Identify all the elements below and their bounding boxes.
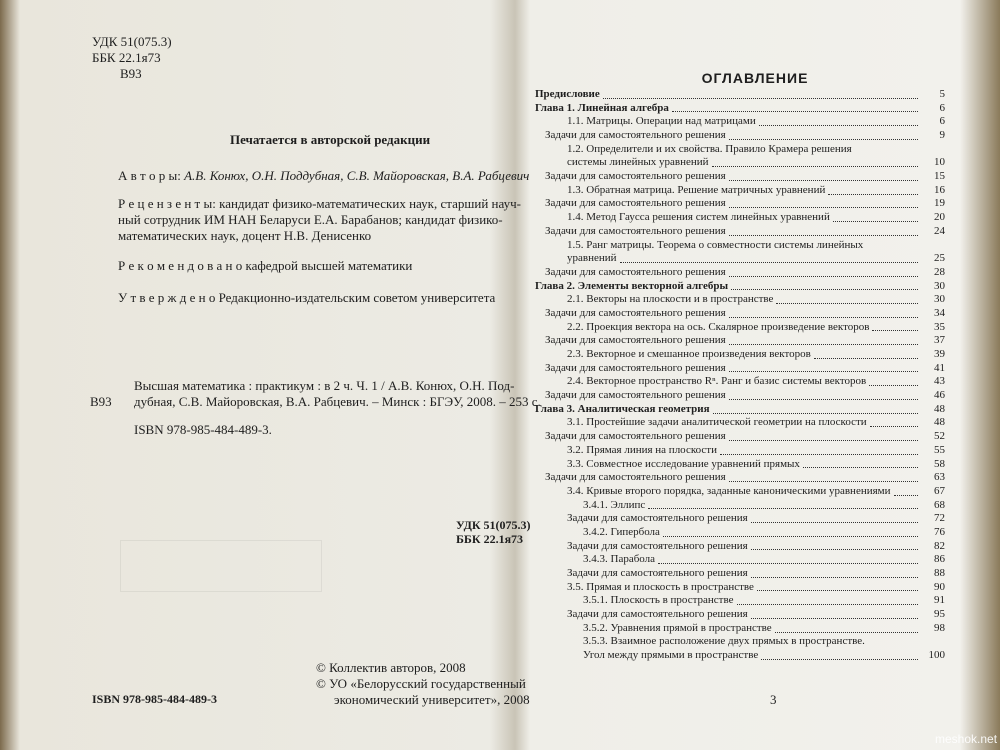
toc-entry xyxy=(525,88,945,102)
toc-leader-dots xyxy=(737,604,918,605)
toc-entry xyxy=(525,280,945,294)
toc-entry xyxy=(525,540,945,554)
catalog-line-2: дубная, С.В. Майоровская, В.А. Рабцевич. – Минск : БГЭУ, 2008. – 253 с. xyxy=(134,394,541,409)
toc-leader-dots xyxy=(729,207,918,208)
toc-entry xyxy=(525,239,945,253)
toc-leader-dots xyxy=(870,426,918,427)
toc-entry-page: 91 xyxy=(934,594,945,607)
toc-entry-page: 68 xyxy=(934,498,945,511)
toc-entry-page: 46 xyxy=(934,389,945,402)
toc-entry-title: системы линейных уравнений xyxy=(567,156,709,169)
toc-entry-page: 25 xyxy=(934,252,945,265)
toc-entry-page: 86 xyxy=(934,553,945,566)
toc-entry xyxy=(525,321,945,335)
toc-leader-dots xyxy=(803,467,918,468)
reviewers-line-1: Р е ц е н з е н т ы: кандидат физико-математических наук, старший науч- xyxy=(118,196,521,211)
toc-entry-page: 48 xyxy=(934,416,945,429)
toc-leader-dots xyxy=(872,330,918,331)
toc-leader-dots xyxy=(751,522,918,523)
toc-entry-page: 52 xyxy=(934,430,945,443)
toc-entry xyxy=(525,170,945,184)
toc-leader-dots xyxy=(729,371,918,372)
toc-leader-dots xyxy=(720,454,918,455)
watermark: meshok.net xyxy=(935,732,998,746)
toc-leader-dots xyxy=(729,139,918,140)
bbk-code: ББК 22.1я73 xyxy=(92,50,161,65)
toc-entry-title: Задачи для самостоятельного решения xyxy=(545,224,726,237)
toc-entry-page: 28 xyxy=(934,265,945,278)
toc-entry xyxy=(525,389,945,403)
toc-entry-title: Задачи для самостоятельного решения xyxy=(545,306,726,319)
toc-leader-dots xyxy=(761,659,918,660)
udk-small: УДК 51(075.3) xyxy=(456,518,531,532)
toc-entry-page: 19 xyxy=(934,197,945,210)
published-note: Печатается в авторской редакции xyxy=(230,132,431,147)
toc-entry-page: 16 xyxy=(934,183,945,196)
toc-entry xyxy=(525,444,945,458)
toc-leader-dots xyxy=(648,508,918,509)
toc-entry-page: 30 xyxy=(934,279,945,292)
toc-entry-page: 20 xyxy=(934,211,945,224)
bbk-small: ББК 22.1я73 xyxy=(456,532,524,546)
toc-entry-title: 1.1. Матрицы. Операции над матрицами xyxy=(567,115,756,128)
toc-entry-title: 1.3. Обратная матрица. Решение матричных уравнений xyxy=(567,183,826,196)
toc-entry-title: 3.1. Простейшие задачи аналитической геометрии на плоскости xyxy=(567,416,867,429)
toc-entry-title: 2.2. Проекция вектора на ось. Скалярное произведение векторов xyxy=(567,320,870,333)
toc-entry-page: 98 xyxy=(934,621,945,634)
toc-entry-title: Задачи для самостоятельного решения xyxy=(567,512,748,525)
toc-entry xyxy=(525,512,945,526)
toc-leader-dots xyxy=(828,194,918,195)
toc-entry-page: 55 xyxy=(934,443,945,456)
toc-entry-title: Задачи для самостоятельного решения xyxy=(545,361,726,374)
toc-leader-dots xyxy=(603,98,918,99)
toc-entry-title: Задачи для самостоятельного решения xyxy=(567,567,748,580)
toc-heading: ОГЛАВЛЕНИЕ xyxy=(701,70,809,86)
toc-entry-page: 41 xyxy=(934,361,945,374)
toc-entry xyxy=(525,553,945,567)
copyright-1: © Коллектив авторов, 2008 xyxy=(316,660,466,675)
catalog-line-1: Высшая математика : практикум : в 2 ч. Ч. 1 / А.В. Конюх, О.Н. Под- xyxy=(134,378,515,393)
authors-label: А в т о р ы: xyxy=(118,168,181,183)
toc-entry xyxy=(525,266,945,280)
catalog-code: В93 xyxy=(90,394,112,409)
toc-entry-title: Задачи для самостоятельного решения xyxy=(567,539,748,552)
toc-entry xyxy=(525,622,945,636)
toc-entry xyxy=(525,567,945,581)
toc-entry xyxy=(525,375,945,389)
reviewers-line-2: ный сотрудник ИМ НАН Беларуси Е.А. Барабанов; кандидат физико- xyxy=(118,212,503,227)
toc-entry-page: 10 xyxy=(934,156,945,169)
toc-leader-dots xyxy=(729,276,918,277)
library-stamp xyxy=(120,540,322,592)
toc-leader-dots xyxy=(814,358,918,359)
toc-entry-page: 43 xyxy=(934,375,945,388)
isbn-bottom: ISBN 978-985-484-489-3 xyxy=(92,692,217,706)
toc-leader-dots xyxy=(729,440,918,441)
toc-entry-page: 82 xyxy=(934,539,945,552)
right-page xyxy=(525,0,985,750)
toc-entry-page: 5 xyxy=(939,87,945,100)
toc-entry-page: 6 xyxy=(939,101,945,114)
toc-entry xyxy=(525,198,945,212)
toc-entry-title: 3.5. Прямая и плоскость в пространстве xyxy=(567,580,754,593)
toc-entry-title: 1.2. Определители и их свойства. Правило Крамера решения xyxy=(567,142,852,155)
toc-entry xyxy=(525,594,945,608)
toc-entry-title: уравнений xyxy=(567,252,617,265)
toc-entry-title: Угол между прямыми в пространстве xyxy=(583,649,759,662)
toc-entry-title: Задачи для самостоятельного решения xyxy=(545,197,726,210)
toc-leader-dots xyxy=(759,125,918,126)
toc-entry-page: 24 xyxy=(934,224,945,237)
toc-entry-title: Задачи для самостоятельного решения xyxy=(545,170,726,183)
toc-entry xyxy=(525,102,945,116)
recommended-line: Р е к о м е н д о в а н о кафедрой высшей математики xyxy=(118,258,413,273)
toc-entry xyxy=(525,430,945,444)
toc-entry-title: Глава 2. Элементы векторной алгебры xyxy=(535,279,729,292)
toc-entry-page: 48 xyxy=(934,402,945,415)
authors-line xyxy=(118,168,529,184)
toc-entry-title: Задачи для самостоятельного решения xyxy=(545,129,726,142)
toc-entry xyxy=(525,649,945,663)
toc-entry xyxy=(525,485,945,499)
toc-entry-title: 3.4. Кривые второго порядка, заданные каноническими уравнениями xyxy=(567,484,891,497)
toc-leader-dots xyxy=(672,111,918,112)
toc-leader-dots xyxy=(894,495,918,496)
toc-entry xyxy=(525,293,945,307)
toc-entry-page: 90 xyxy=(934,580,945,593)
reviewers-line-3: математических наук, доцент Н.В. Денисенко xyxy=(118,228,372,243)
toc-entry-page: 37 xyxy=(934,334,945,347)
toc-leader-dots xyxy=(751,577,918,578)
toc-entry xyxy=(525,225,945,239)
toc-entry xyxy=(525,334,945,348)
toc-entry-page: 6 xyxy=(939,115,945,128)
toc-leader-dots xyxy=(757,590,918,591)
toc-leader-dots xyxy=(729,344,918,345)
toc-entry-page: 15 xyxy=(934,170,945,183)
toc-entry-page: 88 xyxy=(934,567,945,580)
authors-names: А.В. Конюх, О.Н. Поддубная, С.В. Майоровская, В.А. Рабцевич xyxy=(184,168,530,183)
toc-entry-title: 1.5. Ранг матрицы. Теорема о совместности системы линейных xyxy=(567,238,864,251)
toc-leader-dots xyxy=(663,536,918,537)
toc-entry-page: 9 xyxy=(939,129,945,142)
toc-entry xyxy=(525,307,945,321)
toc-entry-page: 58 xyxy=(934,457,945,470)
isbn-main: ISBN 978-985-484-489-3. xyxy=(134,422,272,437)
toc-entry-title: 3.3. Совместное исследование уравнений прямых xyxy=(567,457,800,470)
author-mark: В93 xyxy=(120,66,142,81)
toc-entry xyxy=(525,362,945,376)
toc-entry xyxy=(525,636,945,650)
toc-entry-title: Глава 1. Линейная алгебра xyxy=(535,101,669,114)
toc-entry-title: Задачи для самостоятельного решения xyxy=(545,265,726,278)
toc-leader-dots xyxy=(729,180,918,181)
toc-leader-dots xyxy=(729,399,918,400)
toc-leader-dots xyxy=(729,317,918,318)
toc-leader-dots xyxy=(776,303,918,304)
toc-entry-page: 35 xyxy=(934,320,945,333)
toc-entry-title: Предисловие xyxy=(535,87,600,100)
toc-entry-title: 3.4.3. Парабола xyxy=(583,553,656,566)
toc-leader-dots xyxy=(658,563,918,564)
approved-line: У т в е р ж д е н о Редакционно-издательским советом университета xyxy=(118,290,496,305)
toc-leader-dots xyxy=(729,235,918,236)
toc-entry-page: 100 xyxy=(928,649,945,662)
toc-entry xyxy=(525,156,945,170)
toc-entry xyxy=(525,458,945,472)
toc-entry-page: 95 xyxy=(934,608,945,621)
toc-entry-title: 2.4. Векторное пространство Rⁿ. Ранг и базис системы векторов xyxy=(567,375,867,388)
toc-entry-page: 72 xyxy=(934,512,945,525)
toc-entry-title: 3.5.2. Уравнения прямой в пространстве xyxy=(583,621,772,634)
toc-entry-title: Задачи для самостоятельного решения xyxy=(545,334,726,347)
toc-entry xyxy=(525,417,945,431)
toc-entry xyxy=(525,348,945,362)
toc-entry-title: Задачи для самостоятельного решения xyxy=(545,430,726,443)
toc-leader-dots xyxy=(775,632,918,633)
toc-entry xyxy=(525,115,945,129)
page-number: 3 xyxy=(770,692,777,707)
toc-leader-dots xyxy=(729,481,918,482)
toc-entry-page: 34 xyxy=(934,306,945,319)
toc-entry-title: 1.4. Метод Гаусса решения систем линейных уравнений xyxy=(567,211,830,224)
toc-leader-dots xyxy=(751,618,918,619)
toc-entry-page: 76 xyxy=(934,525,945,538)
toc-entry xyxy=(525,129,945,143)
toc-entry-title: 3.5.3. Взаимное расположение двух прямых в пространстве. xyxy=(583,635,865,648)
toc-entry-title: 3.2. Прямая линия на плоскости xyxy=(567,443,717,456)
toc-leader-dots xyxy=(751,549,918,550)
table-of-contents xyxy=(525,88,945,663)
toc-entry-title: 2.1. Векторы на плоскости и в пространстве xyxy=(567,293,774,306)
toc-entry xyxy=(525,526,945,540)
toc-entry-title: Задачи для самостоятельного решения xyxy=(545,471,726,484)
toc-entry-title: Глава 3. Аналитическая геометрия xyxy=(535,402,710,415)
toc-entry xyxy=(525,471,945,485)
toc-entry xyxy=(525,608,945,622)
toc-entry-page: 67 xyxy=(934,484,945,497)
toc-leader-dots xyxy=(833,221,918,222)
toc-entry xyxy=(525,184,945,198)
toc-entry-title: 3.5.1. Плоскость в пространстве xyxy=(583,594,734,607)
toc-entry-title: 3.4.1. Эллипс xyxy=(583,498,646,511)
toc-leader-dots xyxy=(620,262,918,263)
toc-entry xyxy=(525,143,945,157)
toc-leader-dots xyxy=(712,166,918,167)
toc-entry-page: 63 xyxy=(934,471,945,484)
toc-entry xyxy=(525,211,945,225)
toc-leader-dots xyxy=(869,385,918,386)
toc-entry-page: 30 xyxy=(934,293,945,306)
udk-code: УДК 51(075.3) xyxy=(92,34,172,49)
toc-entry xyxy=(525,252,945,266)
toc-entry-title: Задачи для самостоятельного решения xyxy=(545,389,726,402)
toc-entry-title: 2.3. Векторное и смешанное произведения векторов xyxy=(567,348,811,361)
toc-entry-title: Задачи для самостоятельного решения xyxy=(567,608,748,621)
toc-entry-page: 39 xyxy=(934,348,945,361)
copyright-2: © УО «Белорусский государственный xyxy=(316,676,526,691)
toc-entry-title: 3.4.2. Гипербола xyxy=(583,525,660,538)
toc-entry xyxy=(525,581,945,595)
toc-entry xyxy=(525,403,945,417)
toc-leader-dots xyxy=(731,289,918,290)
copyright-3: экономический университет», 2008 xyxy=(334,692,530,707)
toc-entry xyxy=(525,499,945,513)
toc-leader-dots xyxy=(713,413,918,414)
